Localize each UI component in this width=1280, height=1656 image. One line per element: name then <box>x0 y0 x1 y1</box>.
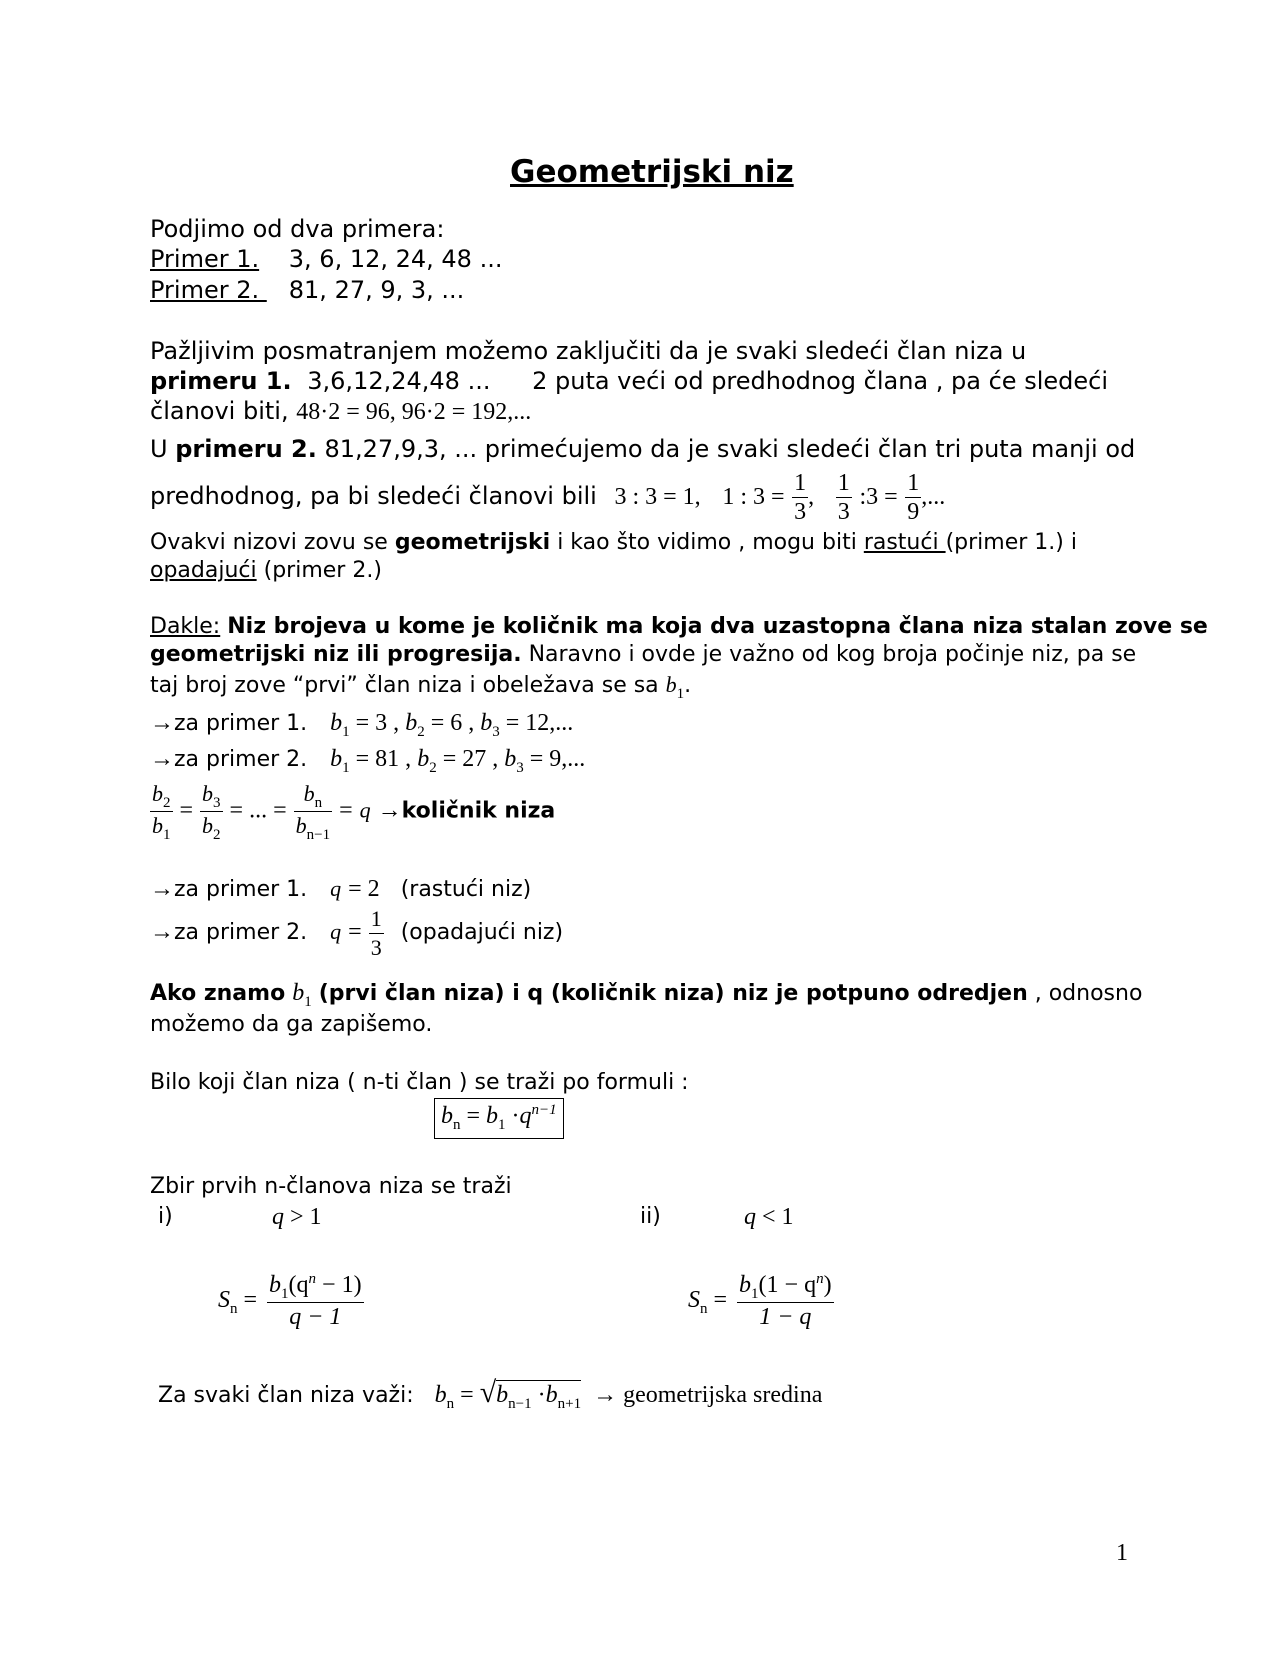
example-1 <box>150 244 502 274</box>
case-i-label: i) <box>158 1204 173 1229</box>
case-i-condition: q > 1 <box>272 1204 322 1230</box>
zbir-text: Zbir prvih n-članova niza se traži <box>150 1174 512 1199</box>
ratio-eq-1: = <box>179 797 194 824</box>
definition-dot: . <box>684 673 692 698</box>
ratio-q: q <box>359 797 371 823</box>
q-example-1 <box>150 874 531 905</box>
intro-text: Podjimo od dva primera: <box>150 215 445 243</box>
example-2-label: Primer 2. <box>150 276 267 304</box>
b1-index: 1 <box>676 686 685 702</box>
b1-symbol: b <box>665 672 677 697</box>
q-note-1: (rastući niz) <box>400 877 532 902</box>
case-ii-label: ii) <box>640 1204 661 1229</box>
q-symbol: q <box>330 876 342 901</box>
sum-formula-1: $S_n$ = $\frac{b_1(q^n - 1)}{q - 1}$ <box>218 1271 362 1331</box>
arrow-icon: → <box>150 710 174 736</box>
q-eq-2: = <box>348 919 362 945</box>
definition-line3 <box>150 670 691 703</box>
para2-rest: 81,27,9,3, ... primećujemo da je svaki sledeći član tri puta manji od <box>324 435 1136 463</box>
para2-line2 <box>150 466 945 527</box>
para3-line2 <box>150 556 382 586</box>
para2-m3: :3 = <box>859 484 898 510</box>
para3-a: Ovakvi nizovi zovu se <box>150 530 388 555</box>
fraction-one-third: $\frac{1}{3}$ <box>794 469 807 525</box>
example-2-seq: 81, 27, 9, 3, ... <box>288 276 465 304</box>
para3-f: opadajući <box>150 558 257 583</box>
arrow-icon: → <box>150 919 174 945</box>
definition-line1 <box>150 612 1208 642</box>
definition-line2 <box>150 640 1136 670</box>
para3-b: geometrijski <box>394 530 551 555</box>
para3-g: (primer 2.) <box>263 558 382 583</box>
para3-d: rastući <box>863 530 946 555</box>
terms-example-1-math: $b_1 = 3$ , $b_2 = 6$ , $b_3 = 12$,... <box>330 710 574 740</box>
para2-m1: 3 : 3 = 1, <box>614 484 701 510</box>
terms-example-2-math: $b_1 = 81$ , $b_2 = 27$ , $b_3 = 9$,... <box>330 746 586 776</box>
terms-example-1 <box>150 708 573 741</box>
q-example-2-label: za primer 2. <box>174 920 308 945</box>
q-example-2 <box>150 902 563 963</box>
para1-rest: 2 puta veći od predhodnog člana , pa će sledeći <box>532 367 1108 395</box>
q-example-1-label: za primer 1. <box>174 877 308 902</box>
para2-line2-text: predhodnog, pa bi sledeći članovi bili <box>150 482 597 510</box>
para1-line3-text: članovi biti, <box>150 397 289 425</box>
ratio-formula <box>150 780 555 843</box>
sredina-formula: $b_n = √b_{n-1} \cdot b_{n+1}$ → geometrijska sredina <box>434 1376 823 1412</box>
arrow-icon: → <box>150 876 174 902</box>
b1-symbol: b <box>292 980 305 1006</box>
ako-bold1: Ako znamo <box>150 981 286 1006</box>
fraction-one-ninth: $\frac{1}{9}$ <box>907 469 920 525</box>
terms-example-1-label: za primer 1. <box>174 711 308 736</box>
sredina-label: geometrijska sredina <box>623 1382 823 1408</box>
para2-m2: 1 : 3 = <box>722 484 785 510</box>
para1-seq: 3,6,12,24,48 ... <box>307 367 491 395</box>
definition-label: Dakle: <box>150 614 221 639</box>
para1-line3 <box>150 396 531 427</box>
sum-formula-2: $S_n$ = $\frac{b_1(1 - q^n)}{1 - q}$ <box>688 1271 832 1331</box>
page-number: 1 <box>1116 1540 1128 1566</box>
ratio-frac-2: $\frac{b_3}{b_2}$ <box>202 781 221 843</box>
para1-math: 48·2 = 96, 96·2 = 192,... <box>296 399 532 425</box>
para3-line1 <box>150 528 1077 558</box>
ako-bold2: (prvi član niza) i q (količnik niza) niz je potpuno odredjen <box>318 981 1028 1006</box>
case-ii-condition: q < 1 <box>744 1204 794 1230</box>
ratio-label: količnik niza <box>401 798 556 824</box>
para2-prefix: U <box>150 435 168 463</box>
fraction-one-third-b: $\frac{1}{3}$ <box>837 469 850 525</box>
q-value-1: = 2 <box>348 876 380 902</box>
terms-example-2 <box>150 744 585 777</box>
para1-bold: primeru 1. <box>150 367 292 395</box>
para1-line1: Pažljivim posmatranjem možemo zaključiti da je svaki sledeći član niza u <box>150 337 1027 365</box>
para3-e: (primer 1.) i <box>945 530 1077 555</box>
terms-example-2-label: za primer 2. <box>174 747 308 772</box>
bilo-text: Bilo koji član niza ( n-ti član ) se traži po formuli : <box>150 1070 689 1095</box>
para3-c: i kao što vidimo , mogu biti <box>557 530 857 555</box>
arrow-icon: → <box>150 746 174 772</box>
q-symbol: q <box>330 919 342 944</box>
fraction-one-third-q: $\frac{1}{3}$ <box>370 905 382 960</box>
general-term-formula: $b_n = b_1 \cdot q^{n-1}$ <box>434 1098 564 1139</box>
example-1-label: Primer 1. <box>150 245 260 273</box>
ratio-frac-1: $\frac{b_2}{b_1}$ <box>152 781 171 843</box>
arrow-icon: → <box>377 797 402 824</box>
para2-comma: , <box>808 484 815 510</box>
ratio-dots: = ... = <box>229 797 287 824</box>
q-note-2: (opadajući niz) <box>400 920 564 945</box>
example-2 <box>150 275 464 305</box>
sredina-text: Za svaki član niza važi: <box>158 1383 414 1408</box>
page-title: Geometrijski niz <box>510 154 794 190</box>
definition-bold1: Niz brojeva u kome je količnik ma koja dva uzastopna člana niza stalan zove se <box>227 614 1208 639</box>
definition-rest2: Naravno i ovde je važno od kog broja počinje niz, pa se <box>528 642 1137 667</box>
definition-bold2: geometrijski niz ili progresija. <box>150 642 522 667</box>
sredina-line <box>158 1378 822 1413</box>
ako-line2: možemo da ga zapišemo. <box>150 1012 433 1037</box>
ako-line1 <box>150 978 1142 1011</box>
para1-line2 <box>150 366 1108 396</box>
ratio-frac-n: $\frac{b_n}{b_{n-1}}$ <box>295 781 331 843</box>
example-1-seq: 3, 6, 12, 24, 48 ... <box>288 245 503 273</box>
definition-line3-text: taj broj zove “prvi” član niza i obeležava se sa <box>150 673 659 698</box>
para2-tail: ,... <box>921 484 946 510</box>
ratio-eq-2: = <box>339 797 353 824</box>
para2-line1 <box>150 434 1135 464</box>
ako-rest: , odnosno <box>1034 981 1143 1006</box>
para2-bold: primeru 2. <box>175 435 317 463</box>
b1-index: 1 <box>304 994 312 1010</box>
